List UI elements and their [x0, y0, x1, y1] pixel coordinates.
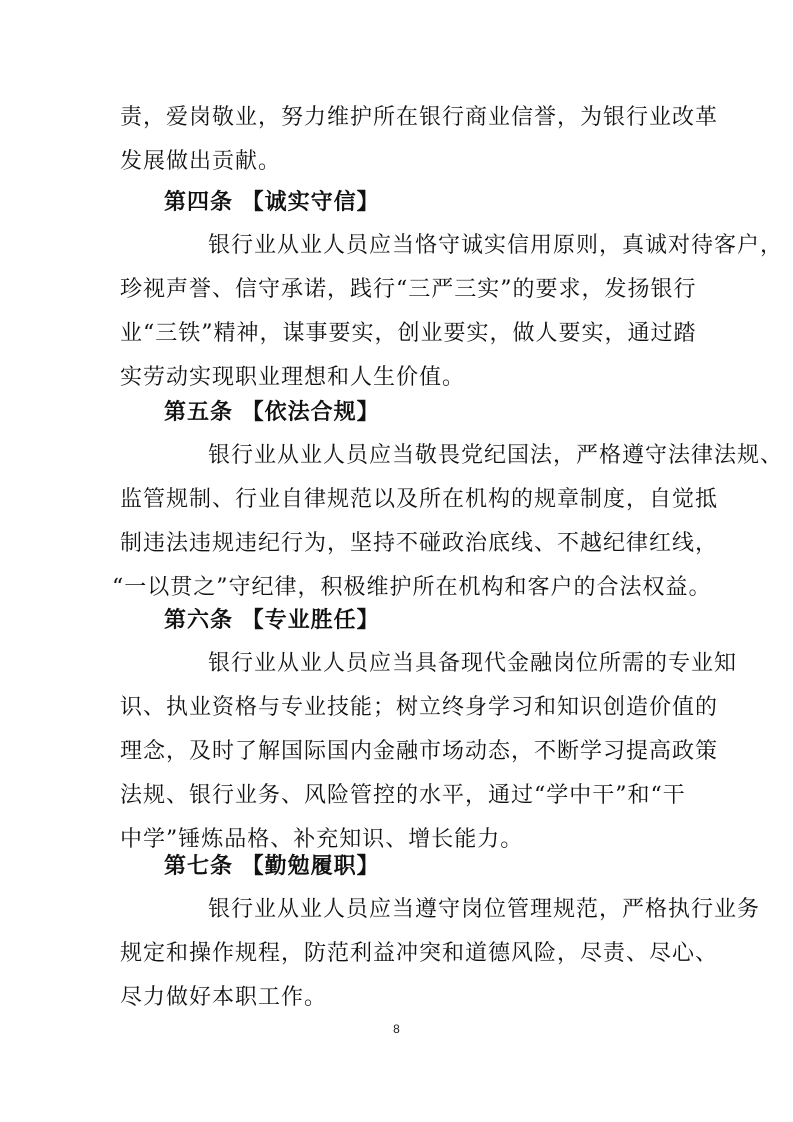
- text-line: 理念，及时了解国际国内金融市场动态，不断学习提高政策: [120, 739, 719, 764]
- article-5-paragraph: [112, 434, 784, 610]
- text-line: 尽力做好本职工作。: [120, 985, 328, 1010]
- article-7-paragraph: [120, 888, 761, 1020]
- text-line: 制违法违规违纪行为，坚持不碰政治底线、不越纪律红线，: [120, 531, 719, 556]
- text-line: “一以贯之”守纪律，积极维护所在机构和客户的合法权益。: [112, 575, 712, 600]
- text-line: 法规、银行业务、风险管控的水平，通过“学中干”和“干: [120, 783, 686, 808]
- text-line: 珍视声誉、信守承诺，践行“三严三实”的要求，发扬银行: [120, 277, 697, 302]
- article-7-heading: 第七条 【勤勉履职】: [164, 853, 380, 879]
- paragraph-continuation: [120, 96, 719, 184]
- article-4-paragraph: [120, 224, 784, 400]
- text-line: 监管规制、行业自律规范以及所在机构的规章制度，自觉抵: [120, 487, 719, 512]
- text-line: 银行业从业人员应当遵守岗位管理规范，严格执行业务: [208, 897, 761, 922]
- text-line: 责，爱岗敬业，努力维护所在银行商业信誉，为银行业改革: [120, 105, 719, 130]
- text-line: 识、执业资格与专业技能；树立终身学习和知识创造价值的: [120, 695, 719, 720]
- text-line: 发展做出贡献。: [120, 149, 282, 174]
- text-line: 规定和操作规程，防范利益冲突和道德风险，尽责、尽心、: [120, 941, 719, 966]
- article-6-heading: 第六条 【专业胜任】: [164, 607, 380, 633]
- article-5-heading: 第五条 【依法合规】: [164, 399, 380, 425]
- text-line: 实劳动实现职业理想和人生价值。: [120, 365, 466, 390]
- text-line: 业“三铁”精神，谋事要实，创业要实，做人要实，通过踏: [120, 321, 697, 346]
- text-line: 银行业从业人员应当具备现代金融岗位所需的专业知: [208, 651, 738, 676]
- text-line: 中学”锤炼品格、补充知识、增长能力。: [120, 827, 524, 852]
- text-line: 银行业从业人员应当恪守诚实信用原则，真诚对待客户，: [208, 233, 784, 258]
- article-6-paragraph: [120, 642, 738, 862]
- text-line: 银行业从业人员应当敬畏党纪国法，严格遵守法律法规、: [208, 443, 784, 468]
- page-number: 8: [393, 1022, 400, 1036]
- article-4-heading: 第四条 【诚实守信】: [164, 189, 380, 215]
